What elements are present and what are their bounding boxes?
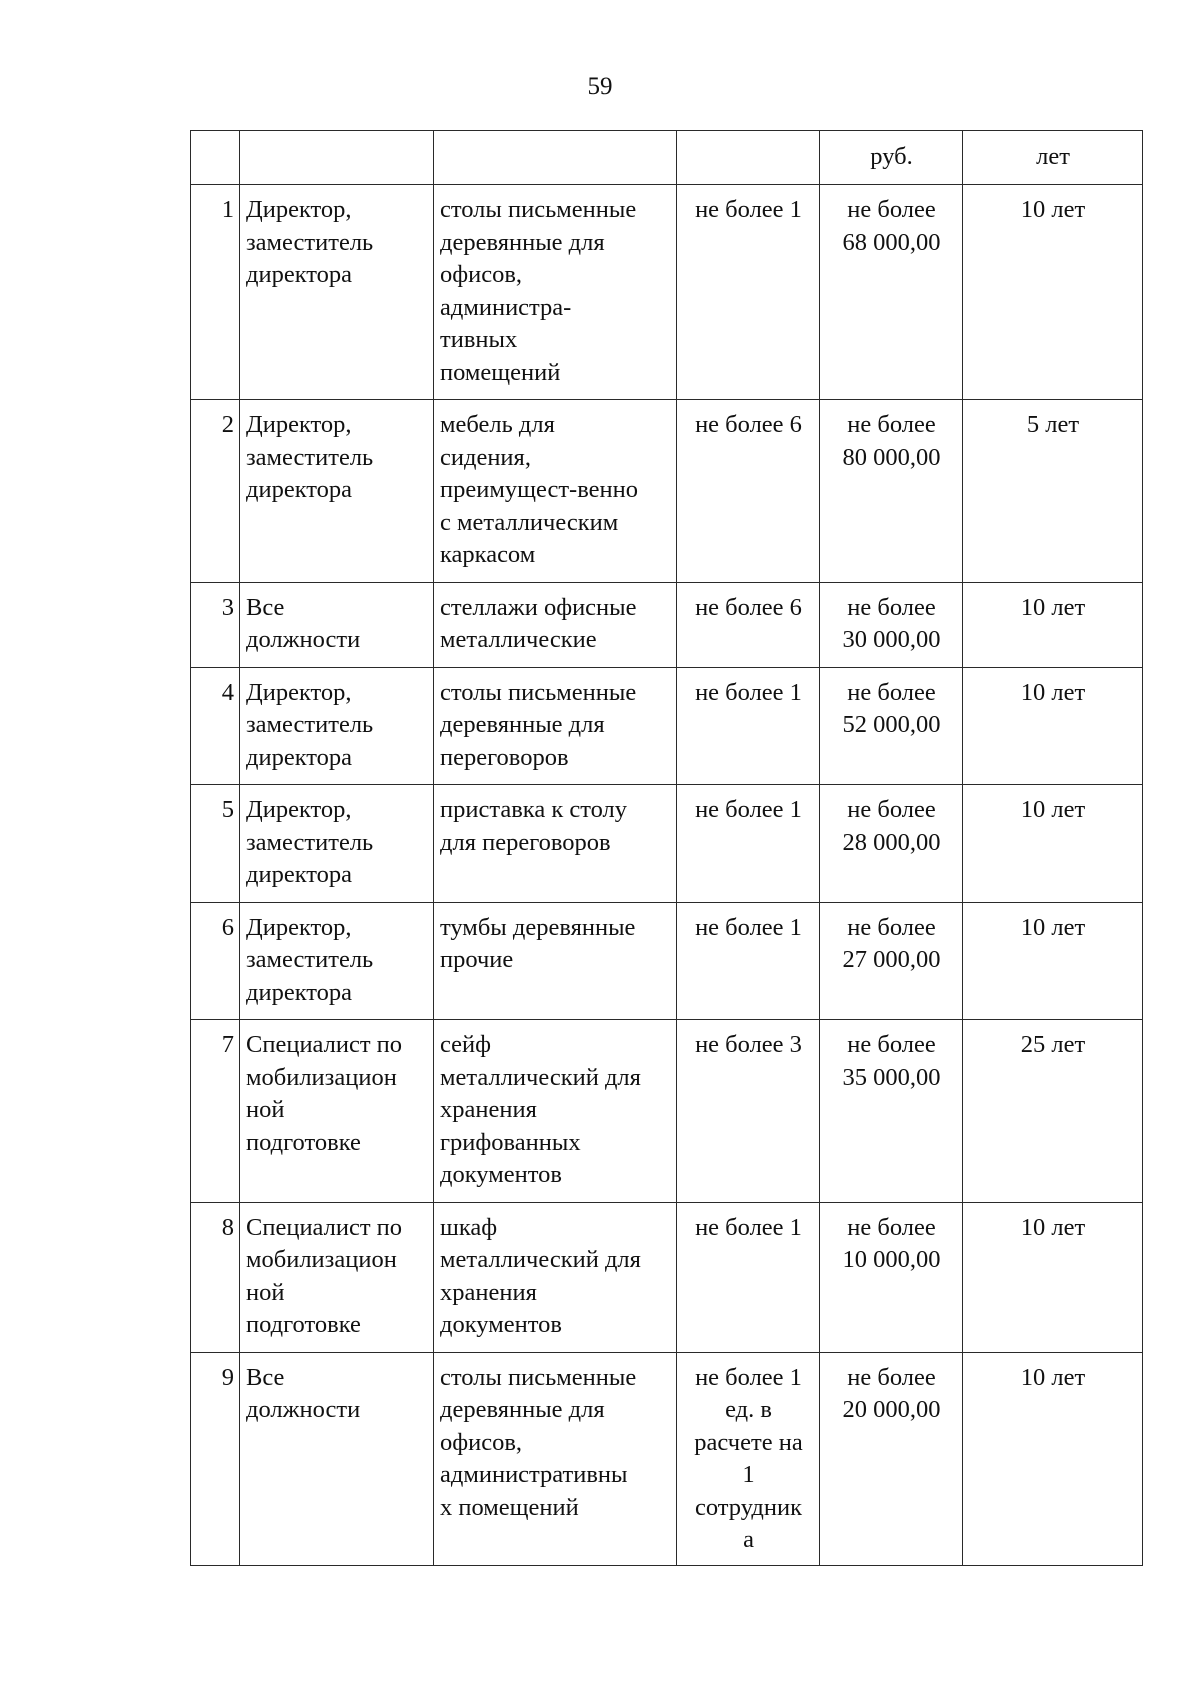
price-cell [820, 902, 963, 1020]
item-cell-line: для переговоров [440, 828, 611, 856]
item-cell [434, 1020, 677, 1203]
item-cell-line: стеллажи офисные [440, 593, 637, 621]
price-cell-line: 35 000,00 [842, 1063, 941, 1091]
quantity-cell [677, 400, 820, 583]
item-cell-line: документов [440, 1161, 562, 1188]
quantity-cell [677, 1020, 820, 1203]
item-cell-line: приставка к столу [440, 796, 628, 823]
quantity-cell-line: не более 6 [695, 593, 802, 621]
item-cell [434, 185, 677, 400]
position-cell-line: заместитель [246, 228, 374, 256]
price-cell-line: не более [847, 196, 936, 223]
header-cell-quantity [677, 131, 820, 185]
quantity-cell-line: не более 1 [695, 913, 802, 941]
item-cell-line: помещений [440, 358, 561, 386]
position-cell-line: должности [246, 1396, 361, 1423]
price-cell [820, 1202, 963, 1352]
item-cell-line: грифованных [440, 1128, 581, 1156]
position-cell-line: директора [246, 476, 353, 503]
item-cell-line: офисов, [440, 1428, 523, 1456]
quantity-cell [677, 185, 820, 400]
item-cell-line: каркасом [440, 541, 536, 568]
item-cell-line: администра- [440, 293, 572, 321]
position-cell-line: Директор, [246, 678, 352, 706]
price-cell [820, 1020, 963, 1203]
item-cell-line: металлические [440, 626, 597, 653]
item-cell-line: шкаф [440, 1213, 498, 1241]
quantity-cell-line: сотрудник [694, 1493, 803, 1521]
position-cell [240, 785, 434, 903]
item-cell [434, 1352, 677, 1565]
item-cell-line: металлический для [440, 1063, 641, 1091]
item-cell-line: офисов, [440, 261, 523, 288]
quantity-cell-line: не более 1 [695, 796, 802, 823]
position-cell [240, 1202, 434, 1352]
position-cell-line: заместитель [246, 946, 374, 973]
item-cell [434, 400, 677, 583]
quantity-cell-line: а [743, 1526, 754, 1553]
position-cell-line: директора [246, 261, 353, 288]
item-cell [434, 667, 677, 785]
term-cell: 10 лет [963, 1202, 1143, 1352]
position-cell-line: Директор, [246, 196, 352, 223]
position-cell-line: Специалист по [246, 1213, 403, 1241]
item-cell-line: хранения [440, 1278, 537, 1306]
table-body [191, 131, 1143, 1566]
price-cell [820, 400, 963, 583]
position-cell [240, 1020, 434, 1203]
row-number-cell: 9 [191, 1352, 240, 1565]
row-number-cell: 6 [191, 902, 240, 1020]
header-cell-term-unit: лет [963, 131, 1143, 185]
term-cell: 10 лет [963, 185, 1143, 400]
price-cell-line: не более [847, 913, 936, 941]
quantity-cell-line: ед. в [725, 1396, 772, 1423]
item-cell [434, 582, 677, 667]
item-cell-line: тивных [440, 326, 518, 353]
row-number-cell: 4 [191, 667, 240, 785]
position-cell-line: подготовке [246, 1311, 361, 1338]
table-header-row [191, 131, 1143, 185]
price-cell-line: 20 000,00 [842, 1396, 941, 1423]
position-cell-line: заместитель [246, 443, 374, 471]
position-cell [240, 1352, 434, 1565]
item-cell [434, 785, 677, 903]
price-cell [820, 185, 963, 400]
quantity-cell [677, 1202, 820, 1352]
price-cell [820, 1352, 963, 1565]
position-cell-line: мобилизацион [246, 1246, 397, 1273]
term-cell: 25 лет [963, 1020, 1143, 1203]
position-cell [240, 400, 434, 583]
table-row [191, 667, 1143, 785]
item-cell-line: тумбы деревянные [440, 913, 636, 941]
header-cell-number [191, 131, 240, 185]
quantity-cell [677, 582, 820, 667]
table-row [191, 1352, 1143, 1565]
position-cell-line: Директор, [246, 796, 352, 823]
position-cell-line: ной [246, 1278, 285, 1306]
quantity-cell-line: не более 1 [695, 678, 802, 706]
item-cell [434, 1202, 677, 1352]
table-row [191, 1020, 1143, 1203]
quantity-cell-line: не более 1 [695, 196, 802, 223]
position-cell-line: должности [246, 626, 361, 653]
position-cell [240, 582, 434, 667]
price-cell-line: 80 000,00 [842, 443, 941, 471]
quantity-cell [677, 1352, 820, 1565]
table-row [191, 785, 1143, 903]
item-cell-line: деревянные для [440, 711, 605, 738]
row-number-cell: 3 [191, 582, 240, 667]
price-cell-line: не более [847, 1213, 936, 1241]
position-cell-line: мобилизацион [246, 1063, 397, 1091]
quantity-cell-line: 1 [742, 1461, 755, 1488]
term-cell: 10 лет [963, 902, 1143, 1020]
position-cell-line: подготовке [246, 1128, 361, 1156]
position-cell-line: Директор, [246, 913, 352, 941]
position-cell [240, 185, 434, 400]
quantity-cell [677, 667, 820, 785]
price-cell-line: не более [847, 593, 936, 621]
header-cell-position [240, 131, 434, 185]
price-cell-line: 28 000,00 [842, 828, 941, 856]
item-cell-line: мебель для [440, 411, 555, 438]
position-cell-line: Все [246, 593, 285, 621]
item-cell-line: преимущест-венно [440, 476, 638, 503]
item-cell-line: административны [440, 1461, 628, 1488]
price-cell-line: не более [847, 1031, 936, 1058]
price-cell-line: 52 000,00 [842, 711, 941, 738]
position-cell-line: директора [246, 861, 353, 888]
item-cell-line: деревянные для [440, 1396, 605, 1423]
price-cell-line: не более [847, 411, 936, 438]
price-cell [820, 667, 963, 785]
table-row [191, 582, 1143, 667]
item-cell-line: документов [440, 1311, 562, 1338]
position-cell-line: ной [246, 1096, 285, 1123]
quantity-cell-line: не более 3 [695, 1031, 802, 1058]
item-cell-line: столы письменные [440, 196, 637, 223]
quantity-cell [677, 785, 820, 903]
item-cell-line: переговоров [440, 743, 569, 771]
item-cell-line: прочие [440, 946, 514, 973]
price-cell-line: 68 000,00 [842, 228, 941, 256]
item-cell-line: хранения [440, 1096, 537, 1123]
furniture-norms-table [190, 130, 1143, 1566]
position-cell [240, 902, 434, 1020]
price-cell-line: не более [847, 796, 936, 823]
price-cell [820, 785, 963, 903]
table-row [191, 902, 1143, 1020]
item-cell-line: сидения, [440, 443, 531, 471]
term-cell: 10 лет [963, 785, 1143, 903]
quantity-cell [677, 902, 820, 1020]
position-cell-line: Все [246, 1363, 285, 1391]
price-cell-line: не более [847, 1363, 936, 1391]
quantity-cell-line: не более 1 [695, 1213, 802, 1241]
item-cell-line: металлический для [440, 1246, 641, 1273]
price-cell [820, 582, 963, 667]
term-cell: 10 лет [963, 1352, 1143, 1565]
price-cell-line: 10 000,00 [842, 1246, 941, 1273]
header-cell-price-unit: руб. [820, 131, 963, 185]
table-row [191, 1202, 1143, 1352]
row-number-cell: 8 [191, 1202, 240, 1352]
term-cell: 10 лет [963, 667, 1143, 785]
row-number-cell: 5 [191, 785, 240, 903]
position-cell-line: директора [246, 978, 353, 1006]
item-cell-line: столы письменные [440, 1363, 637, 1391]
position-cell-line: заместитель [246, 828, 374, 856]
item-cell-line: х помещений [440, 1493, 579, 1521]
row-number-cell: 7 [191, 1020, 240, 1203]
price-cell-line: 30 000,00 [842, 626, 941, 653]
position-cell-line: Директор, [246, 411, 352, 438]
position-cell-line: заместитель [246, 711, 374, 738]
table-row [191, 185, 1143, 400]
page-number: 59 [587, 73, 613, 100]
term-cell: 5 лет [963, 400, 1143, 583]
item-cell [434, 902, 677, 1020]
position-cell-line: директора [246, 743, 353, 771]
item-cell-line: столы письменные [440, 678, 637, 706]
table-row [191, 400, 1143, 583]
quantity-cell-line: не более 1 [695, 1363, 802, 1391]
price-cell-line: не более [847, 678, 936, 706]
item-cell-line: деревянные для [440, 228, 605, 256]
term-cell: 10 лет [963, 582, 1143, 667]
position-cell [240, 667, 434, 785]
quantity-cell-line: расчете на [694, 1428, 803, 1456]
header-cell-item [434, 131, 677, 185]
price-cell-line: 27 000,00 [842, 946, 941, 973]
row-number-cell: 1 [191, 185, 240, 400]
item-cell-line: с металлическим [440, 508, 619, 536]
position-cell-line: Специалист по [246, 1031, 403, 1058]
item-cell-line: сейф [440, 1031, 492, 1058]
quantity-cell-line: не более 6 [695, 411, 802, 438]
row-number-cell: 2 [191, 400, 240, 583]
